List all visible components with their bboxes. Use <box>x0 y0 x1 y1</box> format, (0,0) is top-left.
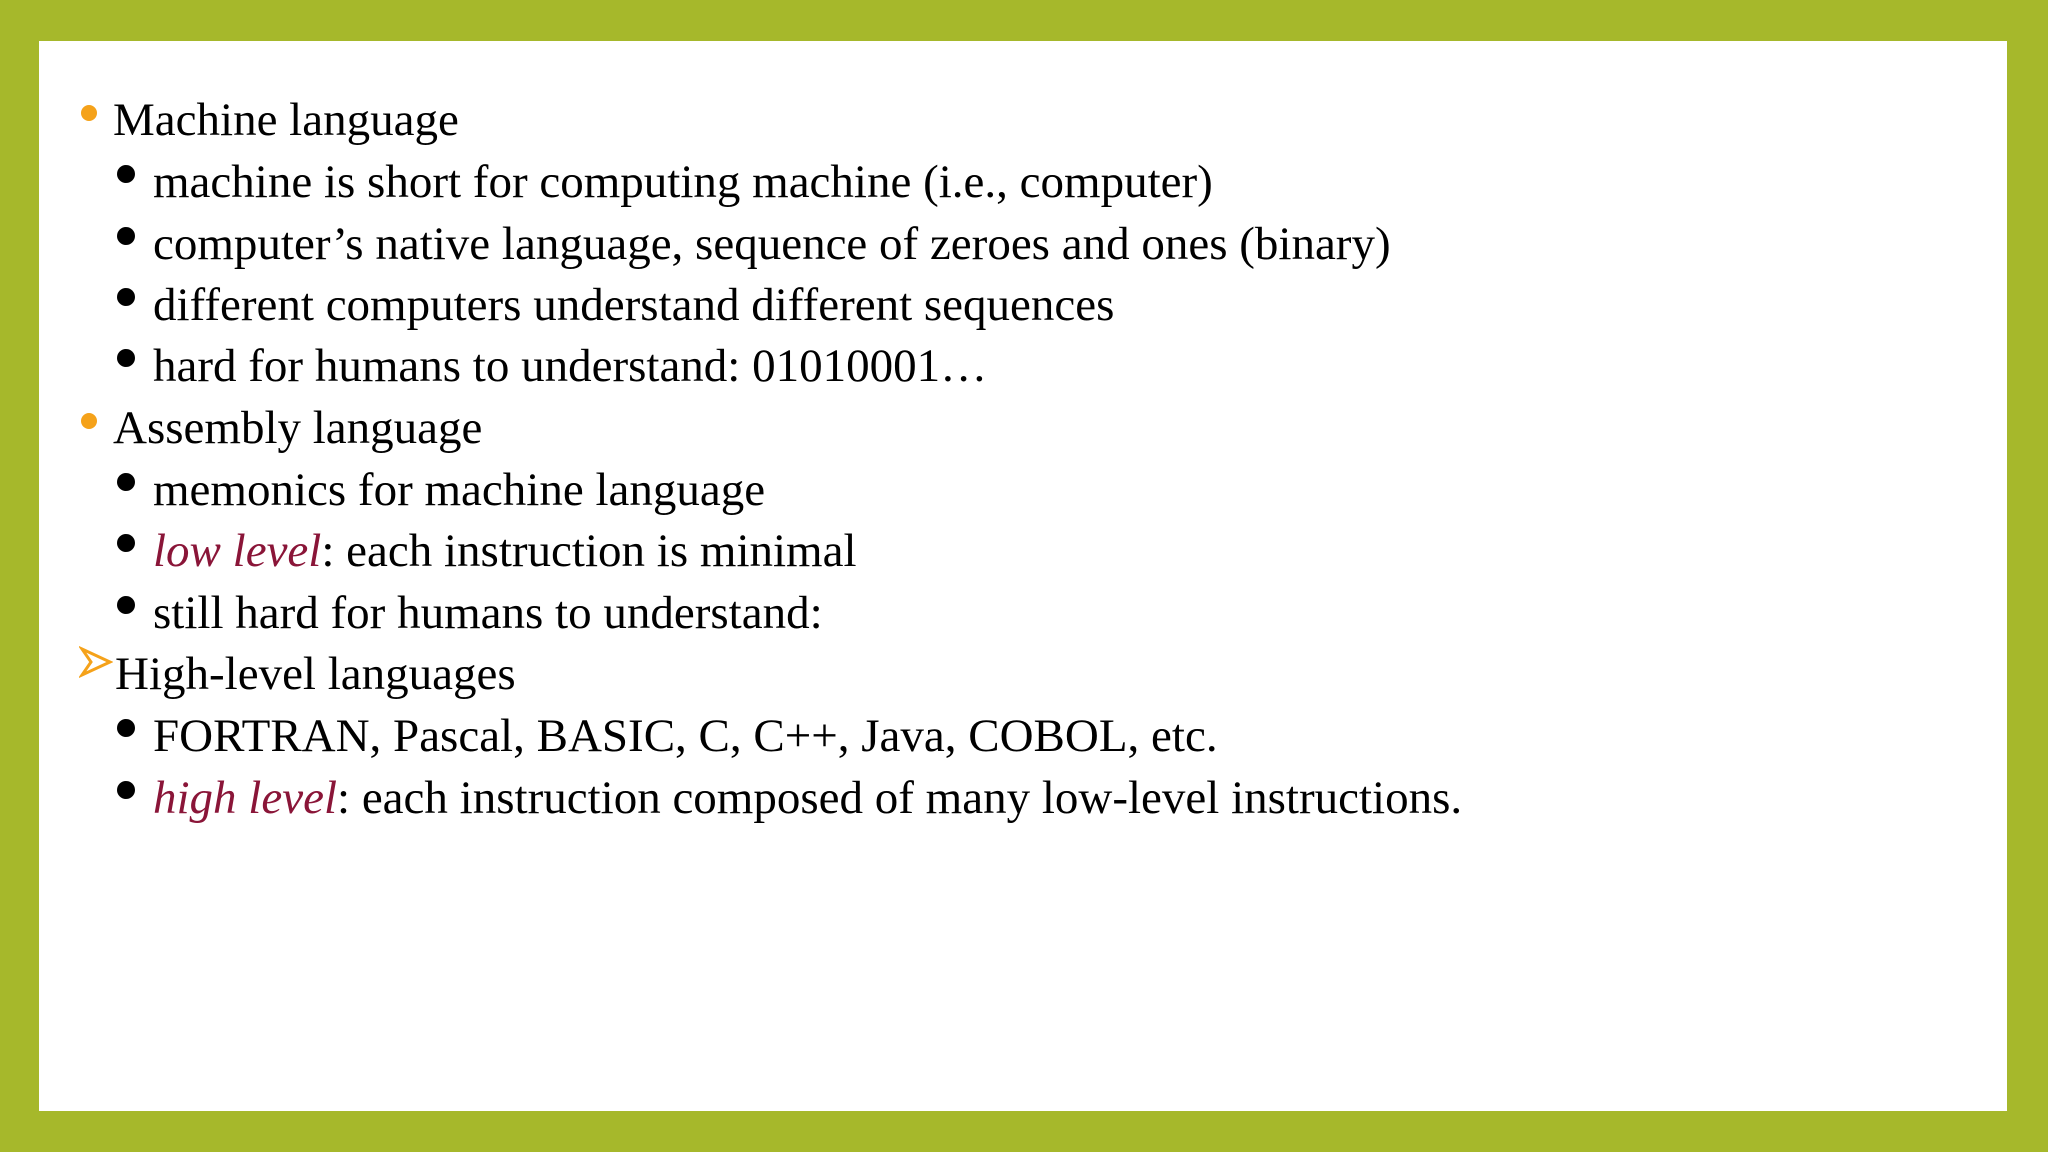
sub-bullet <box>153 279 1115 331</box>
slide-content-area <box>39 41 2007 1111</box>
bullet-text: memonics for machine language <box>153 464 766 516</box>
black-bullet-icon <box>117 288 135 306</box>
black-bullet-icon <box>117 719 135 737</box>
arrow-bullet-icon <box>79 645 113 679</box>
bullet-text: High-level languages <box>115 648 516 700</box>
black-bullet-icon <box>117 534 135 552</box>
black-bullet-icon <box>117 349 135 367</box>
bullet-text: computer’s native language, sequence of zeroes and ones (binary) <box>153 218 1391 270</box>
black-bullet-icon <box>117 596 135 614</box>
black-bullet-icon <box>117 473 135 491</box>
black-bullet-icon <box>117 781 135 799</box>
black-bullet-icon <box>117 227 135 245</box>
bullet-list <box>39 41 2007 1111</box>
bullet-text: Machine language <box>113 94 459 146</box>
sub-bullet <box>153 218 1391 270</box>
sub-bullet <box>153 340 988 392</box>
orange-bullet-icon <box>81 413 97 429</box>
sub-bullet <box>153 464 766 516</box>
bullet-text: : each instruction composed of many low-level instructions. <box>337 772 1463 824</box>
bullet-machine-language <box>113 94 459 146</box>
bullet-text: hard for humans to understand: 01010001… <box>153 340 988 392</box>
bullet-text: machine is short for computing machine (i.e., computer) <box>153 156 1213 208</box>
bullet-text: FORTRAN, Pascal, BASIC, C, C++, Java, COBOL, etc. <box>153 710 1218 762</box>
sub-bullet <box>153 525 857 577</box>
sub-bullet <box>153 156 1213 208</box>
bullet-text: Assembly language <box>113 402 483 454</box>
bullet-text: : each instruction is minimal <box>321 525 857 577</box>
sub-bullet <box>153 772 1463 824</box>
sub-bullet <box>153 587 823 639</box>
emphasis-term: high level <box>153 772 338 824</box>
bullet-assembly-language <box>113 402 483 454</box>
orange-bullet-icon <box>81 105 97 121</box>
black-bullet-icon <box>117 165 135 183</box>
sub-bullet <box>153 710 1218 762</box>
bullet-text: still hard for humans to understand: <box>153 587 823 639</box>
bullet-text: different computers understand different sequences <box>153 279 1115 331</box>
emphasis-term: low level <box>153 525 322 577</box>
bullet-high-level-languages <box>115 648 516 700</box>
